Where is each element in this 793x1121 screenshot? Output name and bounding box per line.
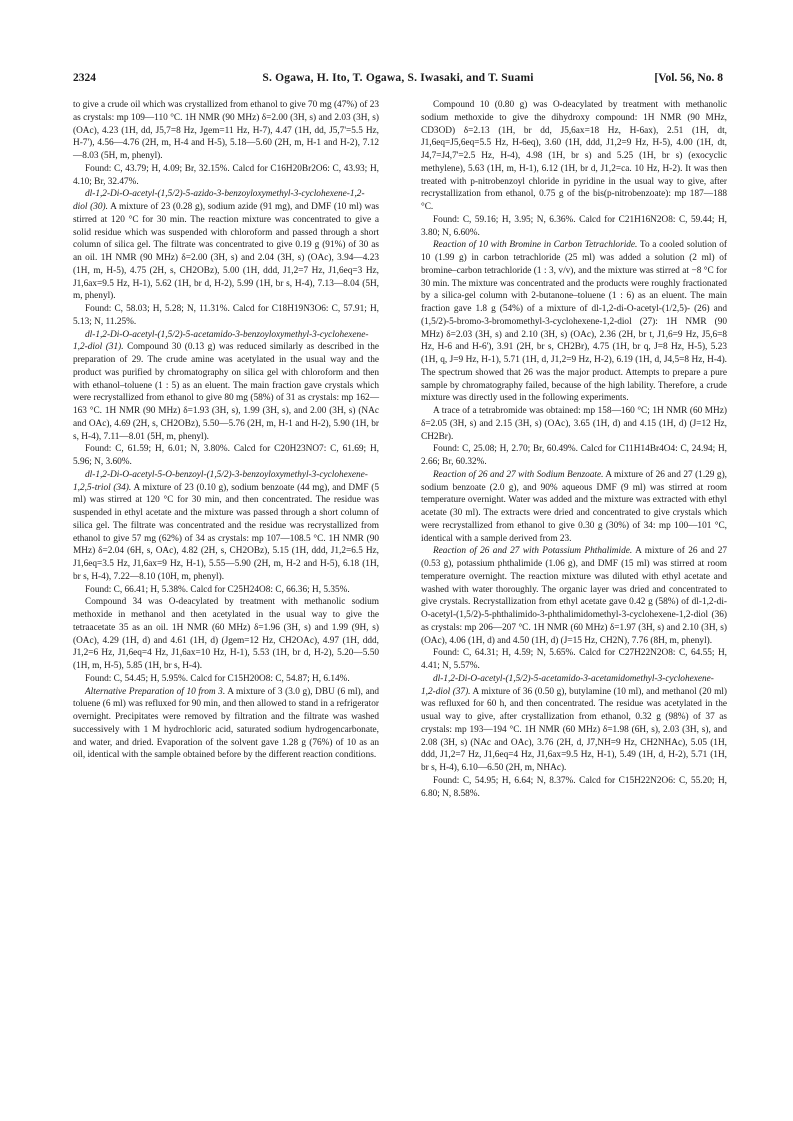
section-heading: dl-1,2-Di-O-acetyl-(1,5/2)-5-acetamido-3-acetamidomethyl-3-cyclohexene-1,2-diol (37). [421,673,714,697]
paragraph-text: Found: C, 59.16; H, 3.95; N, 6.36%. Calcd for C21H16N2O8: C, 59.44; H, 3.80; N, 6.60%. [421,214,727,238]
paragraph-text: Compound 30 (0.13 g) was reduced similarly as described in the preparation of 29. The crude amine was acetylated in the usual way and the product was purified by chromatography on silica gel with chloroform and then with ethanol–toluene (1 : 5) as an eluent. The main fraction gave crystals which were recrystallized from ethanol to give 80 mg (58%) of 31 as crystals: mp 162—163 °C. 1H NMR (90 MHz) δ=1.93 (3H, s), 1.99 (3H, s), and 2.00 (3H, s) (NAc and OAc), 4.69 (2H, s, CH2OBz), 5.50—5.76 (2H, m, H-1 and H-2), 5.90 (1H, br s, H-4), 7.11—8.01 (5H, m, phenyl). [73,342,379,442]
paragraph [421,405,727,443]
right-column [421,99,727,800]
paragraph [421,443,727,469]
paragraph-text: A mixture of 36 (0.50 g), butylamine (10 ml), and methanol (20 ml) was refluxed for 60 h, and then concentrated. The residue was acetylated in the usual way to give, after crystallization from ethanol, 0.32 g (98%) of 37 as crystals: mp 193—194 °C. 1H NMR (60 MHz) δ=1.98 (6H, s), 2.03 (3H, s), and 2.08 (3H, s) (NAc and OAc), 3.76 (2H, d, J7,NH=9 Hz, CH2NHAc), 5.05 (1H, ddd, J1,2=7 Hz, J1,6eq=4 Hz, J1,6ax=9.5 Hz, H-1), 5.49 (1H, d, H-2), 5.71 (1H, br s, H-4), 6.10—6.50 (2H, m, NHAc). [421,686,727,773]
paragraph-text: Compound 10 (0.80 g) was O-deacylated by treatment with methanolic sodium methoxide to give the dihydroxy compound: 1H NMR (90 MHz, CD3OD) δ=2.13 (1H, br dd, J5,6ax=18 Hz, H-6ax), 2.51 (1H, dt, J1,6eq=J5,6eq=5.5 Hz, H-6eq), 3.60 (1H, ddd, J1,2=9 Hz, H-5), 4.00 (1H, dt, J4,7=J4,7'=2.5 Hz, H-4), 4.98 (1H, br s) and 5.25 (1H, br s) (exocyclic methylene), 5.63 (1H, m, H-1), 6.12 (1H, br d, J1,2=ca. 10 Hz, H-2). It was then treated with p-nitrobenzoyl chloride in pyridine in the usual way to give, after recrystallization from ethanol, 0.75 g of the bis(p-nitrobenzoate): mp 187—188 °C. [421,100,727,212]
paragraph [421,469,727,546]
section-heading: dl-1,2-Di-O-acetyl-5-O-benzoyl-(1,5/2)-3-benzoyloxymethyl-3-cyclohexene-1,2,5-triol (34). [73,469,368,493]
running-header [73,72,723,88]
paragraph [73,443,379,469]
left-column [73,99,379,762]
paragraph [73,99,379,163]
paragraph-text: Found: C, 25.08; H, 2.70; Br, 60.49%. Calcd for C11H14Br4O4: C, 24.94; H, 2.66; Br, 60.32%. [421,444,727,467]
journal-volume: [Vol. 56, No. 8 [654,72,723,84]
paragraph [73,303,379,329]
paragraph [73,584,379,597]
paragraph [73,329,379,444]
paragraph-text: Found: C, 54.95; H, 6.64; N, 8.37%. Calcd for C15H22N2O6: C, 55.20; H, 6.80; N, 8.58%. [421,775,727,799]
paragraph-text: A mixture of 26 and 27 (1.29 g), sodium benzoate (2.0 g), and 90% aqueous DMF (9 ml) was stirred at room temperature overnight. Water was added and the mixture was extracted with ethyl acetate (30 ml). The extracts were dried and concentrated to give crystals which were recrystallized from ethanol to give 0.30 g (30%) of 34: mp 100—101 °C, identical with a sample derived from 23. [421,469,727,544]
paragraph-text: Found: C, 43.79; H, 4.09; Br, 32.15%. Calcd for C16H20Br2O6: C, 43.93; H, 4.10; Br, 32.47%. [73,163,379,187]
paragraph-text: A mixture of 26 and 27 (0.53 g), potassium phthalimide (1.06 g), and DMF (15 ml) was stirred at room temperature overnight. The reaction mixture was diluted with ethyl acetate and washed with water thoroughly. The organic layer was dried and concentrated to give crystals. Recrystallization from ethyl acetate gave 0.42 g (58%) of dl-1,2-di-O-acetyl-(1,5/2)-5-phthalimido-3-phthalimidomethyl-3-cyclohexene-1,2-diol (36) as crystals: mp 206—207 °C. 1H NMR (60 MHz) δ=1.97 (3H, s) and 2.10 (3H, s) (OAc), 4.06 (1H, d) and 4.50 (1H, d) (J=15 Hz, CH2N), 7.76 (8H, m, phenyl). [421,546,728,646]
paragraph [73,673,379,686]
section-heading: Reaction of 26 and 27 with Sodium Benzoate. [433,469,604,480]
paragraph [421,673,727,775]
paragraph-text: Found: C, 64.31; H, 4.59; N, 5.65%. Calcd for C27H22N2O8: C, 64.55; H, 4.41; N, 5.57%. [421,648,727,671]
paragraph-text: To a cooled solution of 10 (1.99 g) in carbon tetrachloride (25 ml) was added a solution (2 ml) of bromine–carbon tetrachloride (1 : 3, v/v), and the mixture was stirred at −8 °C for 30 min. The mixture was concentrated and the products were roughly fractionated by a silica-gel column with 2-butanone–toluene (1 : 6) as an eluent. The main fraction gave 1.8 g (54%) of a mixture of dl-1,2-di-O-acetyl-(1/2,5)- (26) and (1,5/2)-5-bromo-3-bromomethyl-3-cyclohexene-1,2-diol (27): 1H NMR (90 MHz) δ=2.03 (3H, s) and 2.10 (3H, s) (OAc), 2.36 (2H, br t, J1,6=9 Hz, J5,6=8 Hz, H-6 and H-6'), 3.91 (2H, br s, CH2Br), 4.75 (1H, br q, J=8 Hz, H-5), 5.23 (1H, q, J=9 Hz, H-1), 5.71 (1H, d, J1,2=9 Hz, H-2), 6.19 (1H, d, J4,5=8 Hz, H-4). The spectrum showed that 26 was the major product. Attempts to prepare a pure sample by chromatography failed, because of the high lability. Therefore, a crude mixture was directly used in the following experiments. [421,240,727,404]
paragraph [421,239,727,405]
paragraph [421,99,727,214]
page-number: 2324 [73,72,96,84]
paragraph [73,188,379,303]
paragraph-text: Compound 34 was O-deacylated by treatment with methanolic sodium methoxide in methanol and then acetylated in the usual way to give the tetraacetate 35 as an oil. 1H NMR (60 MHz) δ=1.96 (3H, s) and 1.99 (9H, s) (OAc), 4.29 (1H, d) and 4.61 (1H, d) (Jgem=12 Hz, CH2OAc), 4.97 (1H, ddd, J1,2=6 Hz, J1,6eq=4 Hz, J1,6ax=10 Hz, H-1), 5.53 (1H, br d, H-2), 5.20—5.50 (1H, m, H-5), 5.85 (1H, br s, H-4). [73,597,379,671]
paragraph [73,596,379,673]
paragraph-text: Found: C, 66.41; H, 5.38%. Calcd for C25H24O8: C, 66.36; H, 5.35%. [85,584,350,595]
running-authors: S. Ogawa, H. Ito, T. Ogawa, S. Iwasaki, and T. Suami [262,72,534,84]
paragraph-text: Found: C, 58.03; H, 5.28; N, 11.31%. Calcd for C18H19N3O6: C, 57.91; H, 5.13; N, 11.25%. [73,304,379,327]
section-heading: Alternative Preparation of 10 from 3. [85,686,226,697]
paragraph-text: Found: C, 61.59; H, 6.01; N, 3.80%. Calcd for C20H23NO7: C, 61.69; H, 5.96; N, 3.60%. [73,444,379,467]
paragraph-text: Found: C, 54.45; H, 5.95%. Calcd for C15H20O8: C, 54.87; H, 6.14%. [85,673,350,684]
paragraph [73,686,379,763]
paragraph [421,214,727,240]
section-heading: Reaction of 10 with Bromine in Carbon Tetrachloride. [433,240,638,251]
paragraph [421,545,727,647]
paragraph [421,647,727,673]
section-heading: dl-1,2-Di-O-acetyl-(1,5/2)-5-azido-3-benzoyloxymethyl-3-cyclohexene-1,2-diol (30). [73,189,365,212]
paragraph-text: A mixture of 3 (3.0 g), DBU (6 ml), and toluene (6 ml) was refluxed for 90 min, and then allowed to stand in a refrigerator overnight. Precipitates were removed by filtration and the filtrate was washed successively with 1 M hydrochloric acid, saturated sodium hydrogencarbonate, and water, and dried. Evaporation of the solvent gave 1.28 g (76%) of 10 as an oil, identical with the sample obtained before by the different reaction conditions. [73,686,380,761]
paragraph [73,469,379,584]
paragraph-text: A mixture of 23 (0.28 g), sodium azide (91 mg), and DMF (10 ml) was stirred at 120 °C for 30 min. The reaction mixture was concentrated to give a solid residue which was suspended with chloroform and passed through a short column of silica gel. The filtrate was concentrated to give 0.19 g (91%) of 30 as an oil. 1H NMR (90 MHz) δ=2.00 (3H, s) and 2.04 (3H, s) (OAc), 3.94—4.23 (1H, m, H-5), 4.75 (2H, s, CH2OBz), 5.00 (1H, ddd, J1,2=7 Hz, J1,6eq=3 Hz, J1,6ax=9.5 Hz, H-1), 5.62 (1H, br d, H-2), 5.99 (1H, br s, H-4), 7.13—8.04 (5H, m, phenyl). [73,202,380,302]
paragraph-text: A trace of a tetrabromide was obtained: mp 158—160 °C; 1H NMR (60 MHz) δ=2.05 (3H, s) and 2.15 (3H, s) (OAc), 3.65 (1H, d) and 4.15 (1H, d) (J=12 Hz, CH2Br). [421,406,727,442]
paragraph-text: to give a crude oil which was crystallized from ethanol to give 70 mg (47%) of 23 as crystals: mp 109—110 °C. 1H NMR (90 MHz) δ=2.00 (3H, s) and 2.03 (3H, s) (OAc), 4.23 (1H, dd, J5,7=8 Hz, Jgem=11 Hz, H-7), 4.47 (1H, dd, J5,7'=5.5 Hz, H-7'), 4.56—4.76 (2H, m, H-4 and H-5), 5.18—5.60 (2H, m, H-1 and H-2), 7.12—8.03 (5H, m, phenyl). [73,100,379,161]
paragraph [73,163,379,189]
paragraph [421,775,727,801]
section-heading: Reaction of 26 and 27 with Potassium Phthalimide. [433,546,633,557]
paragraph-text: A mixture of 23 (0.10 g), sodium benzoate (44 mg), and DMF (5 ml) was stirred at 120 °C for 30 min, and then concentrated. The residue was suspended in ethyl acetate and the mixture was passed through a short column of silica gel. The filtrate was concentrated and the residue was recrystallized from ethanol to give 57 mg (62%) of 34 as crystals: mp 107—108.5 °C. 1H NMR (90 MHz) δ=2.04 (6H, s, OAc), 4.82 (2H, s, CH2OBz), 5.15 (1H, ddd, J1,2=6.5 Hz, J1,6eq=3.5 Hz, J1,6ax=9 Hz, H-1), 5.55—5.90 (2H, m, H-2 and H-5), 6.18 (1H, br s, H-4), 7.22—8.10 (10H, m, phenyl). [73,482,380,582]
section-heading: dl-1,2-Di-O-acetyl-(1,5/2)-5-acetamido-3-benzoyloxymethyl-3-cyclohexene-1,2-diol (31). [73,329,369,353]
